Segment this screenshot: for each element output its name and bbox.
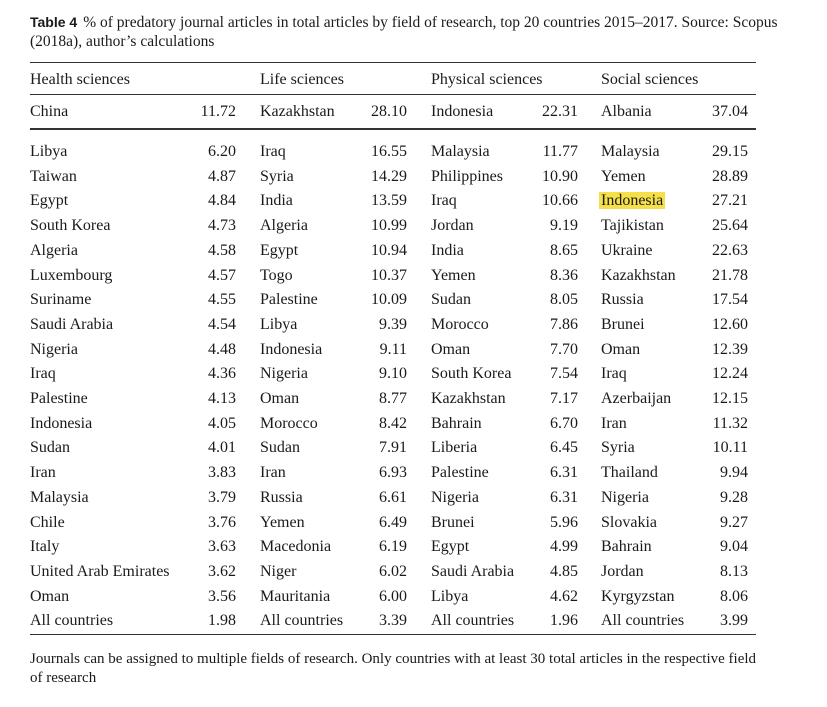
value-cell: 8.06 <box>720 587 748 605</box>
value-cell: 4.58 <box>208 241 236 259</box>
country-cell: Yemen <box>431 266 476 284</box>
value-cell: 6.20 <box>208 143 236 160</box>
country-cell: Luxembourg <box>30 266 113 284</box>
country-cell: Iraq <box>30 365 56 383</box>
value-cell: 4.36 <box>208 365 236 383</box>
country-cell: United Arab Emirates <box>30 562 170 580</box>
value-cell: 9.94 <box>720 464 748 482</box>
country-cell: India <box>260 192 293 210</box>
value-cell: 9.10 <box>379 365 407 383</box>
country-cell: Syria <box>601 439 635 457</box>
value-cell: 6.49 <box>379 513 407 531</box>
value-cell: 22.63 <box>712 241 748 259</box>
country-cell: Ukraine <box>601 241 653 259</box>
value-cell: 4.99 <box>550 538 578 556</box>
value-cell: 8.13 <box>720 562 748 580</box>
table-caption <box>30 13 800 51</box>
value-cell: 8.65 <box>550 241 578 259</box>
value-cell: 6.70 <box>550 414 578 432</box>
country-cell: Albania <box>601 103 652 120</box>
country-cell: South Korea <box>431 365 512 383</box>
country-cell: Morocco <box>260 414 318 432</box>
value-cell: 3.79 <box>208 488 236 506</box>
country-cell: Malaysia <box>601 143 660 160</box>
country-cell: China <box>30 103 69 120</box>
value-cell: 8.42 <box>379 414 407 432</box>
country-cell: Kazakhstan <box>260 103 335 120</box>
country-cell: Iraq <box>431 192 457 210</box>
country-cell: Bahrain <box>431 414 482 432</box>
country-cell: Malaysia <box>431 143 490 160</box>
highlighted-country: Indonesia <box>601 192 664 210</box>
country-cell: Malaysia <box>30 488 89 506</box>
value-cell: 21.78 <box>712 266 748 284</box>
value-cell: 9.28 <box>720 488 748 506</box>
value-cell: 4.73 <box>208 217 236 235</box>
country-cell: Russia <box>601 291 644 309</box>
country-cell: Togo <box>260 266 293 284</box>
value-cell: 4.62 <box>550 587 578 605</box>
country-cell: All countries <box>431 612 515 630</box>
value-cell: 7.70 <box>550 340 578 358</box>
country-cell: Suriname <box>30 291 92 309</box>
country-cell: Yemen <box>260 513 305 531</box>
country-cell: Azerbaijan <box>601 390 672 407</box>
value-cell: 3.83 <box>208 464 236 482</box>
country-cell: Palestine <box>30 390 88 407</box>
header-social-sciences: Social sciences <box>601 71 699 88</box>
value-cell: 10.90 <box>542 167 578 185</box>
value-cell: 28.10 <box>371 103 407 120</box>
country-cell: Oman <box>30 587 70 605</box>
country-cell: Indonesia <box>30 414 93 432</box>
country-cell: Nigeria <box>431 488 479 506</box>
value-cell: 4.48 <box>208 340 236 358</box>
value-cell: 6.00 <box>379 587 407 605</box>
country-cell: India <box>431 241 464 259</box>
value-cell: 10.66 <box>542 192 578 210</box>
country-cell: Niger <box>260 562 297 580</box>
country-cell: Kyrgyzstan <box>601 587 675 605</box>
country-cell: Nigeria <box>601 488 649 506</box>
value-cell: 4.84 <box>208 192 236 210</box>
value-cell: 3.63 <box>208 538 236 556</box>
value-cell: 6.93 <box>379 464 407 482</box>
value-cell: 4.85 <box>550 562 578 580</box>
country-cell: Kazakhstan <box>601 266 676 284</box>
value-cell: 6.02 <box>379 562 407 580</box>
value-cell: 4.54 <box>208 315 236 333</box>
country-cell: Chile <box>30 513 65 531</box>
country-cell: Libya <box>260 315 298 333</box>
value-cell: 37.04 <box>712 103 748 120</box>
country-cell: Sudan <box>260 439 300 457</box>
caption-text: % of predatory journal articles in total articles by field of research, top 20 countries 2015–2017. Source: Scopus (2018a), author’s calculations <box>30 14 778 50</box>
value-cell: 25.64 <box>712 217 748 235</box>
value-cell: 6.31 <box>550 464 578 482</box>
value-cell: 7.86 <box>550 315 578 333</box>
country-cell: Syria <box>260 167 294 185</box>
value-cell: 7.17 <box>550 390 578 407</box>
value-cell: 10.11 <box>712 439 748 457</box>
country-cell: Iran <box>601 414 627 432</box>
country-cell: Jordan <box>431 217 474 235</box>
country-cell: Sudan <box>30 439 70 457</box>
value-cell: 9.19 <box>550 217 578 235</box>
value-cell: 6.45 <box>550 439 578 457</box>
value-cell: 8.77 <box>379 390 407 407</box>
value-cell: 10.94 <box>371 241 407 259</box>
country-cell: Brunei <box>431 513 475 531</box>
header-health-sciences: Health sciences <box>30 71 130 88</box>
country-cell: Thailand <box>601 464 658 482</box>
country-cell: Philippines <box>431 167 504 185</box>
country-cell: Russia <box>260 488 303 506</box>
value-cell: 3.76 <box>208 513 236 531</box>
value-cell: 9.27 <box>720 513 748 531</box>
country-cell: Taiwan <box>30 167 77 185</box>
top-rule <box>30 62 756 63</box>
value-cell: 11.32 <box>712 414 748 432</box>
value-cell: 12.24 <box>712 365 748 383</box>
country-cell: Sudan <box>431 291 471 309</box>
value-cell: 4.05 <box>208 414 236 432</box>
country-cell: Mauritania <box>260 587 331 605</box>
country-cell: Indonesia <box>431 103 494 120</box>
country-cell <box>601 191 665 211</box>
country-cell: Iran <box>30 464 56 482</box>
country-cell: Slovakia <box>601 513 657 531</box>
country-cell: Oman <box>601 340 641 358</box>
value-cell: 6.61 <box>379 488 407 506</box>
value-cell: 4.57 <box>208 266 236 284</box>
value-cell: 7.54 <box>550 365 578 383</box>
value-cell: 6.19 <box>379 538 407 556</box>
country-cell: Oman <box>260 390 300 407</box>
value-cell: 4.87 <box>208 167 236 185</box>
country-cell: Iraq <box>601 365 627 383</box>
value-cell: 10.09 <box>371 291 407 309</box>
country-cell: Saudi Arabia <box>30 315 114 333</box>
country-cell: Iraq <box>260 143 286 160</box>
country-cell: Italy <box>30 538 60 556</box>
country-cell: Tajikistan <box>601 217 664 235</box>
top-row-rule <box>30 128 756 130</box>
country-cell: Indonesia <box>260 340 323 358</box>
value-cell: 4.13 <box>208 390 236 407</box>
value-cell: 3.99 <box>720 612 748 630</box>
value-cell: 6.31 <box>550 488 578 506</box>
country-cell: Yemen <box>601 167 646 185</box>
value-cell: 10.99 <box>371 217 407 235</box>
country-cell: Nigeria <box>260 365 308 383</box>
value-cell: 14.29 <box>371 167 407 185</box>
value-cell: 1.96 <box>550 612 578 630</box>
country-cell: All countries <box>260 612 344 630</box>
value-cell: 8.36 <box>550 266 578 284</box>
country-cell: Libya <box>30 143 68 160</box>
value-cell: 9.04 <box>720 538 748 556</box>
country-cell: Kazakhstan <box>431 390 506 407</box>
table-label: Table 4 <box>30 14 78 30</box>
header-physical-sciences: Physical sciences <box>431 71 543 88</box>
country-cell: Algeria <box>260 217 308 235</box>
value-cell: 11.72 <box>200 103 236 120</box>
value-cell: 5.96 <box>550 513 578 531</box>
country-cell: Libya <box>431 587 469 605</box>
bottom-rule <box>30 634 756 635</box>
country-cell: Macedonia <box>260 538 332 556</box>
country-cell: Iran <box>260 464 286 482</box>
value-cell: 13.59 <box>371 192 407 210</box>
value-cell: 4.01 <box>208 439 236 457</box>
value-cell: 10.37 <box>371 266 407 284</box>
country-cell: All countries <box>30 612 114 630</box>
value-cell: 3.39 <box>379 612 407 630</box>
value-cell: 16.55 <box>371 143 407 160</box>
country-cell: Egypt <box>260 241 299 259</box>
country-cell: Morocco <box>431 315 489 333</box>
value-cell: 9.11 <box>379 340 407 358</box>
country-cell: Algeria <box>30 241 78 259</box>
country-cell: Egypt <box>30 192 69 210</box>
country-cell: Jordan <box>601 562 644 580</box>
country-cell: Brunei <box>601 315 645 333</box>
value-cell: 27.21 <box>712 192 748 210</box>
table-footnote: Journals can be assigned to multiple fields of research. Only countries with at least 30 total articles in the respective field of research <box>30 651 757 686</box>
value-cell: 11.77 <box>542 143 578 160</box>
value-cell: 3.62 <box>208 562 236 580</box>
value-cell: 1.98 <box>208 612 236 630</box>
value-cell: 22.31 <box>542 103 578 120</box>
value-cell: 12.15 <box>712 390 748 407</box>
header-life-sciences: Life sciences <box>260 71 344 88</box>
value-cell: 8.05 <box>550 291 578 309</box>
value-cell: 7.91 <box>379 439 407 457</box>
value-cell: 3.56 <box>208 587 236 605</box>
country-cell: Oman <box>431 340 471 358</box>
country-cell: Palestine <box>260 291 318 309</box>
value-cell: 4.55 <box>208 291 236 309</box>
country-cell: Egypt <box>431 538 470 556</box>
value-cell: 12.39 <box>712 340 748 358</box>
country-cell: Saudi Arabia <box>431 562 515 580</box>
value-cell: 17.54 <box>712 291 748 309</box>
country-cell: Nigeria <box>30 340 78 358</box>
country-cell: Bahrain <box>601 538 652 556</box>
country-cell: South Korea <box>30 217 111 235</box>
header-rule <box>30 94 756 95</box>
value-cell: 9.39 <box>379 315 407 333</box>
country-cell: All countries <box>601 612 685 630</box>
value-cell: 12.60 <box>712 315 748 333</box>
country-cell: Liberia <box>431 439 478 457</box>
value-cell: 28.89 <box>712 167 748 185</box>
country-cell: Palestine <box>431 464 489 482</box>
value-cell: 29.15 <box>712 143 748 160</box>
